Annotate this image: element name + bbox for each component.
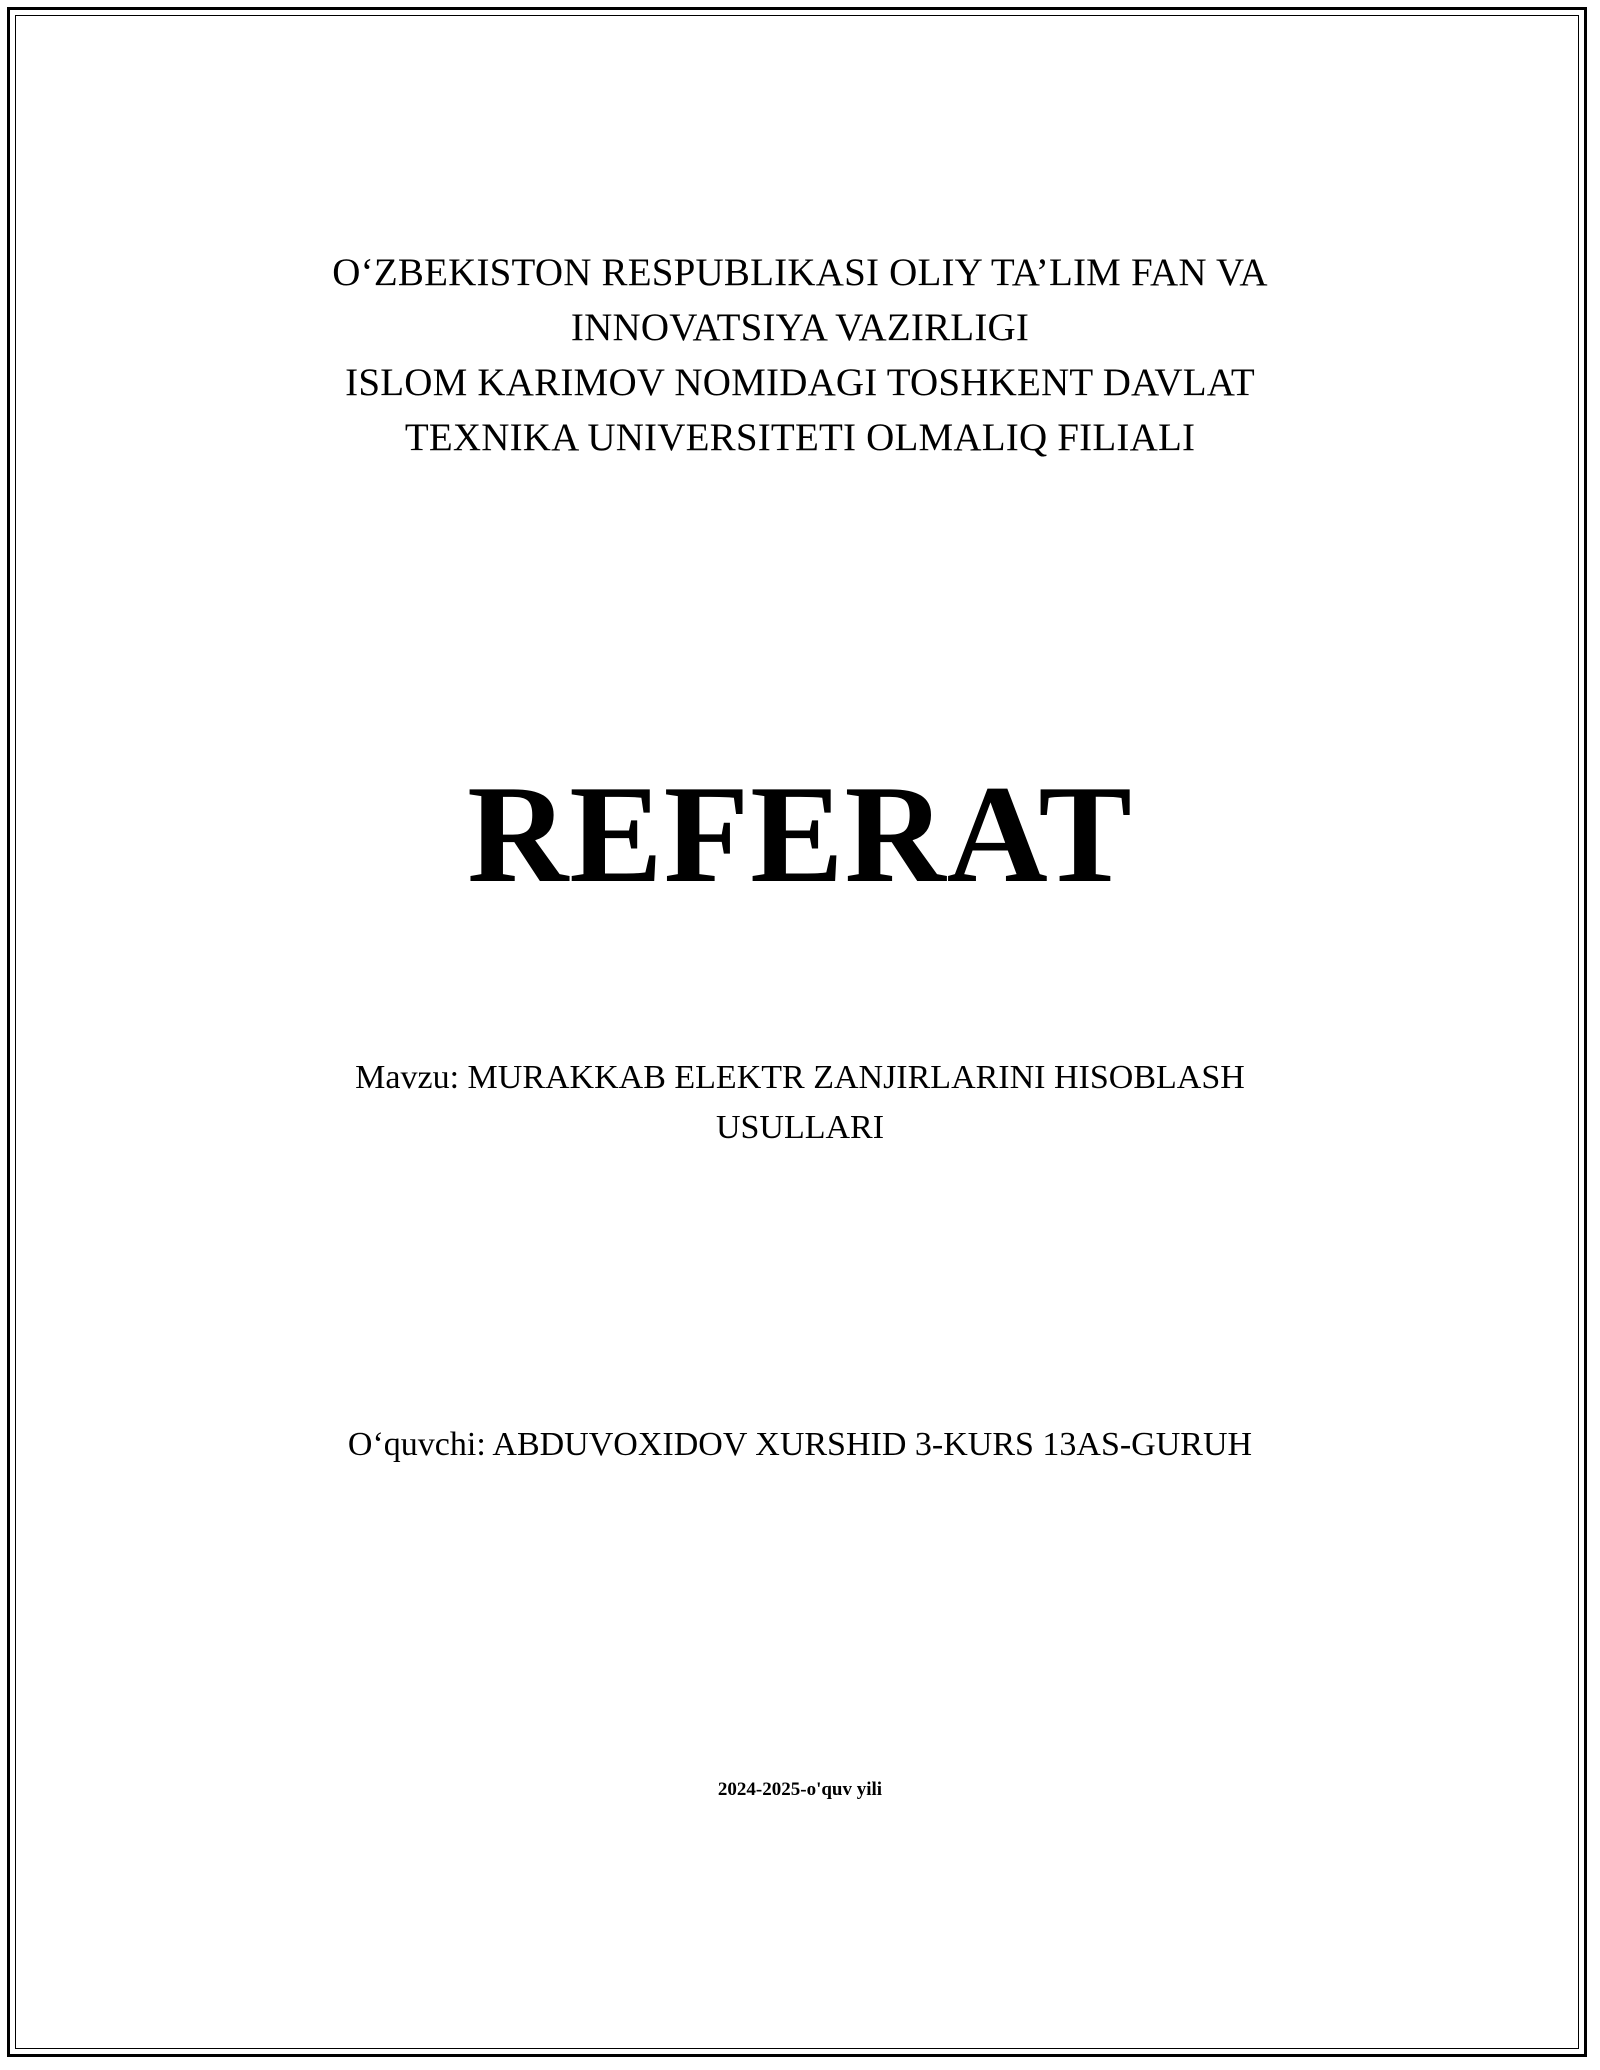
header-line-1: O‘ZBEKISTON RESPUBLIKASI OLIY TA’LIM FAN VA bbox=[332, 251, 1268, 294]
academic-year: 2024-2025-o'quv yili bbox=[717, 1779, 883, 1800]
topic-line-2: USULLARI bbox=[715, 1109, 885, 1146]
topic-line-1: Mavzu: MURAKKAB ELEKTR ZANJIRLARINI HISOBLASH bbox=[355, 1059, 1245, 1096]
topic-block bbox=[0, 1053, 1600, 1153]
header-line-4: TEXNIKA UNIVERSITETI OLMALIQ FILIALI bbox=[404, 416, 1196, 459]
header-line-3: ISLOM KARIMOV NOMIDAGI TOSHKENT DAVLAT bbox=[345, 361, 1255, 404]
header-line-2: INNOVATSIYA VAZIRLIGI bbox=[570, 306, 1030, 349]
student-info: O‘quvchi: ABDUVOXIDOV XURSHID 3-KURS 13AS-GURUH bbox=[347, 1426, 1253, 1463]
document-title: REFERAT bbox=[467, 757, 1133, 912]
institution-header bbox=[0, 245, 1600, 465]
